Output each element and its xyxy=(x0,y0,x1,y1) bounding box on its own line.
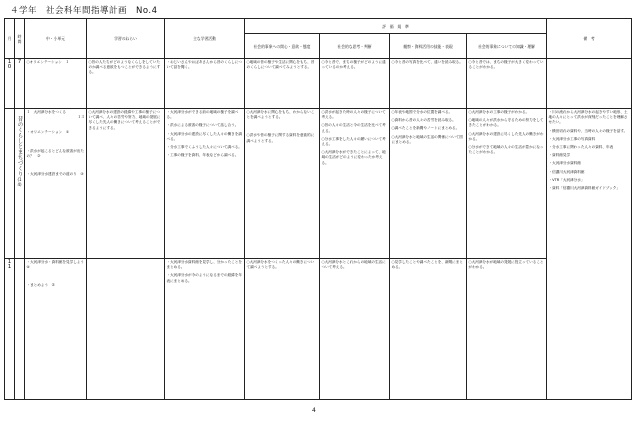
hours-cell: 7 xyxy=(15,59,25,109)
activity-item: ・分水工事でくふうした人々について調べる。 xyxy=(166,145,242,150)
eval-item: ○年表や地図で分水の位置を調べる。 xyxy=(391,110,453,114)
eval-item: ○資料から昔の人々の苦労を読み取る。 xyxy=(391,118,456,123)
notes-cell xyxy=(547,59,632,109)
unit-hours-label: (14) xyxy=(17,176,22,187)
eval-skills-cell xyxy=(390,109,467,259)
eval-interest-cell: ○地域の昔の様子や生活に関心をもち、昔のくらしについて調べてみようとする。 xyxy=(245,59,320,109)
activity-item: ・大河津分水の建設に尽くした人々の働きを調べる。 xyxy=(166,131,242,141)
activity-item: ・大河津分水ができる前の地域の様子を調べる。 xyxy=(166,110,239,120)
eval-item: ○大河津分水の建設に尽くした先人の働きがわかる。 xyxy=(468,131,544,141)
header-eval-knowledge: 社会的事象についての知識・理解 xyxy=(467,34,547,59)
eval-thinking-cell: ○今と昔で、まちの様子がどのように違っているのか考える。 xyxy=(320,59,390,109)
eval-item: ○大河津分水と地域の生活の関係について図にまとめる。 xyxy=(391,134,463,144)
unit-heading: １ 大河津分水をつくる xyxy=(26,110,67,114)
note-item: ・大河津分水工事の写真資料 xyxy=(548,136,596,141)
month-cell: 10 xyxy=(5,59,15,109)
note-item: ・大河津分水資料館 xyxy=(548,161,581,166)
unit-cell xyxy=(25,259,87,400)
header-hours: 時間 xyxy=(15,19,25,59)
unit-item: ・オリエンテーション ① xyxy=(26,130,70,135)
eval-thinking-cell: ○大河津分水とこれからの地域の生活について考える。 xyxy=(320,259,390,400)
eval-interest-cell: ○大河津分水をつくった人々の働きについて調べようとする。 xyxy=(245,259,320,400)
eval-item: ○分水工事をした人々の願いについて考える。 xyxy=(321,136,386,147)
note-item: ・信濃川大河津資料館 xyxy=(548,169,585,174)
note-item: ・川の流れから大河津分水の起きやすい地形、土地の人々にとって洪水が深刻だったことを理解させたい。 xyxy=(548,110,628,125)
header-eval-criteria: 評 価 規 準 xyxy=(245,19,547,34)
eval-skills-cell: ○今と昔の写真を比べて、違いを読み取る。 xyxy=(390,59,467,109)
unit-item: ・洪水が起こるとどんな被害が出たの？ ② xyxy=(26,148,84,158)
aims-cell-empty xyxy=(87,259,165,400)
unit-cell: ○オリエンテーション １ xyxy=(25,59,87,109)
unit-vertical-label: 昔のくらしとまちづくり xyxy=(16,116,23,177)
vertical-unit-cell xyxy=(15,109,25,259)
eval-item: ○洪水や昔の様子に関する資料を意欲的に調べようとする。 xyxy=(246,133,315,143)
eval-thinking-cell xyxy=(320,109,390,259)
note-item: ・資料「信濃川大河津資料館ガイドブック」 xyxy=(548,186,620,191)
header-eval-thinking: 社会的な思考・判断 xyxy=(320,34,390,59)
unit-heading-hours: １３ xyxy=(77,115,85,120)
note-item: ・横田切れの資料や、当時の人々の様子を話す。 xyxy=(548,128,628,133)
eval-item: ○大河津分水ができたことによって、地域の生活がどのように変わったか考える。 xyxy=(321,150,386,165)
header-aims: 学習のねらい xyxy=(87,19,165,59)
hours-cell-empty xyxy=(15,259,25,400)
note-item: ・資料館見学 xyxy=(548,153,571,158)
note-item: ・VTR「大河津分水」 xyxy=(548,177,585,182)
eval-item: ○大河津分水の工事の様子がわかる。 xyxy=(468,110,530,114)
header-month: 月 xyxy=(5,19,15,59)
eval-item: ○昔の人々の生活と今の生活を比べて考える。 xyxy=(321,123,386,133)
unit-item: ・まとめよう ② xyxy=(26,283,55,288)
curriculum-table xyxy=(4,18,632,400)
aims-cell: ○大河津分水の建設の経緯や工事の様子について調べ、人々の苦労や努力、地域の発展に尽くした先人の働きについて考えることができるようにする。 xyxy=(87,109,165,259)
eval-item: ○地域の人々が洪水から守るための努力をしてきたことがわかる。 xyxy=(468,118,544,128)
page-title: ４学年 社会科年間指導計画 No.4 xyxy=(10,6,158,16)
notes-cell xyxy=(547,109,632,400)
aims-cell: ○昔の人たちがどのようなくらしをしていたのか調べる意欲をもつことができるようにする。 xyxy=(87,59,165,109)
eval-item: ○大河津分水に関心をもち、わからないことを調べようとする。 xyxy=(246,110,315,120)
eval-knowledge-cell xyxy=(467,109,547,259)
activities-cell xyxy=(165,109,245,259)
activity-item: ・洪水による被害の様子について話し合う。 xyxy=(166,123,239,128)
eval-interest-cell xyxy=(245,109,320,259)
month-cell: 11 xyxy=(5,259,15,400)
activities-cell xyxy=(165,259,245,400)
header-notes: 備 考 xyxy=(547,19,632,59)
header-activities: 主な学習活動 xyxy=(165,19,245,59)
eval-knowledge-cell: ○今と昔では、まちの様子が大きく変わっていることがわかる。 xyxy=(467,59,547,109)
eval-item: ○洪水が起きた時の人々の様子について考える。 xyxy=(321,110,386,120)
eval-skills-cell: ○見学したことや調べたことを、新聞にまとめる。 xyxy=(390,259,467,400)
unit-cell xyxy=(25,109,87,259)
header-unit: 中・小単元 xyxy=(25,19,87,59)
page-number: 4 xyxy=(312,407,316,414)
activity-item: ・大河津分水が今のようになるまでの経緯を年表にまとめる。 xyxy=(166,273,242,283)
eval-item: ○調べたことを新聞やノートにまとめる。 xyxy=(391,126,460,131)
header-eval-skills: 観察・資料活用の技能・表現 xyxy=(390,34,467,59)
eval-item: ○分水ができて地域の人々の生活が豊かになったことがわかる。 xyxy=(468,145,544,155)
unit-item: ・大河津分水建設までの道のり ③ xyxy=(26,172,84,177)
note-item: ・分水工事に関わった人々の資料、年表 xyxy=(548,145,614,150)
header-eval-interest: 社会的事象への関心・意欲・態度 xyxy=(245,34,320,59)
activities-cell: ・おじいさんやおばあさんから昔のくらしについて話を聞く。 xyxy=(165,59,245,109)
month-cell-empty xyxy=(5,109,15,259)
unit-item: ・大河津分水・資料館を見学しよう ④ xyxy=(26,260,88,270)
activity-item: ・大河津分水資料館を見学し、分かったことをまとめる。 xyxy=(166,260,242,270)
eval-knowledge-cell: ○大河津分水が地域の発展に役立っていることがわかる。 xyxy=(467,259,547,400)
activity-item: ・工事の様子を資料、年表などから調べる。 xyxy=(166,153,239,158)
